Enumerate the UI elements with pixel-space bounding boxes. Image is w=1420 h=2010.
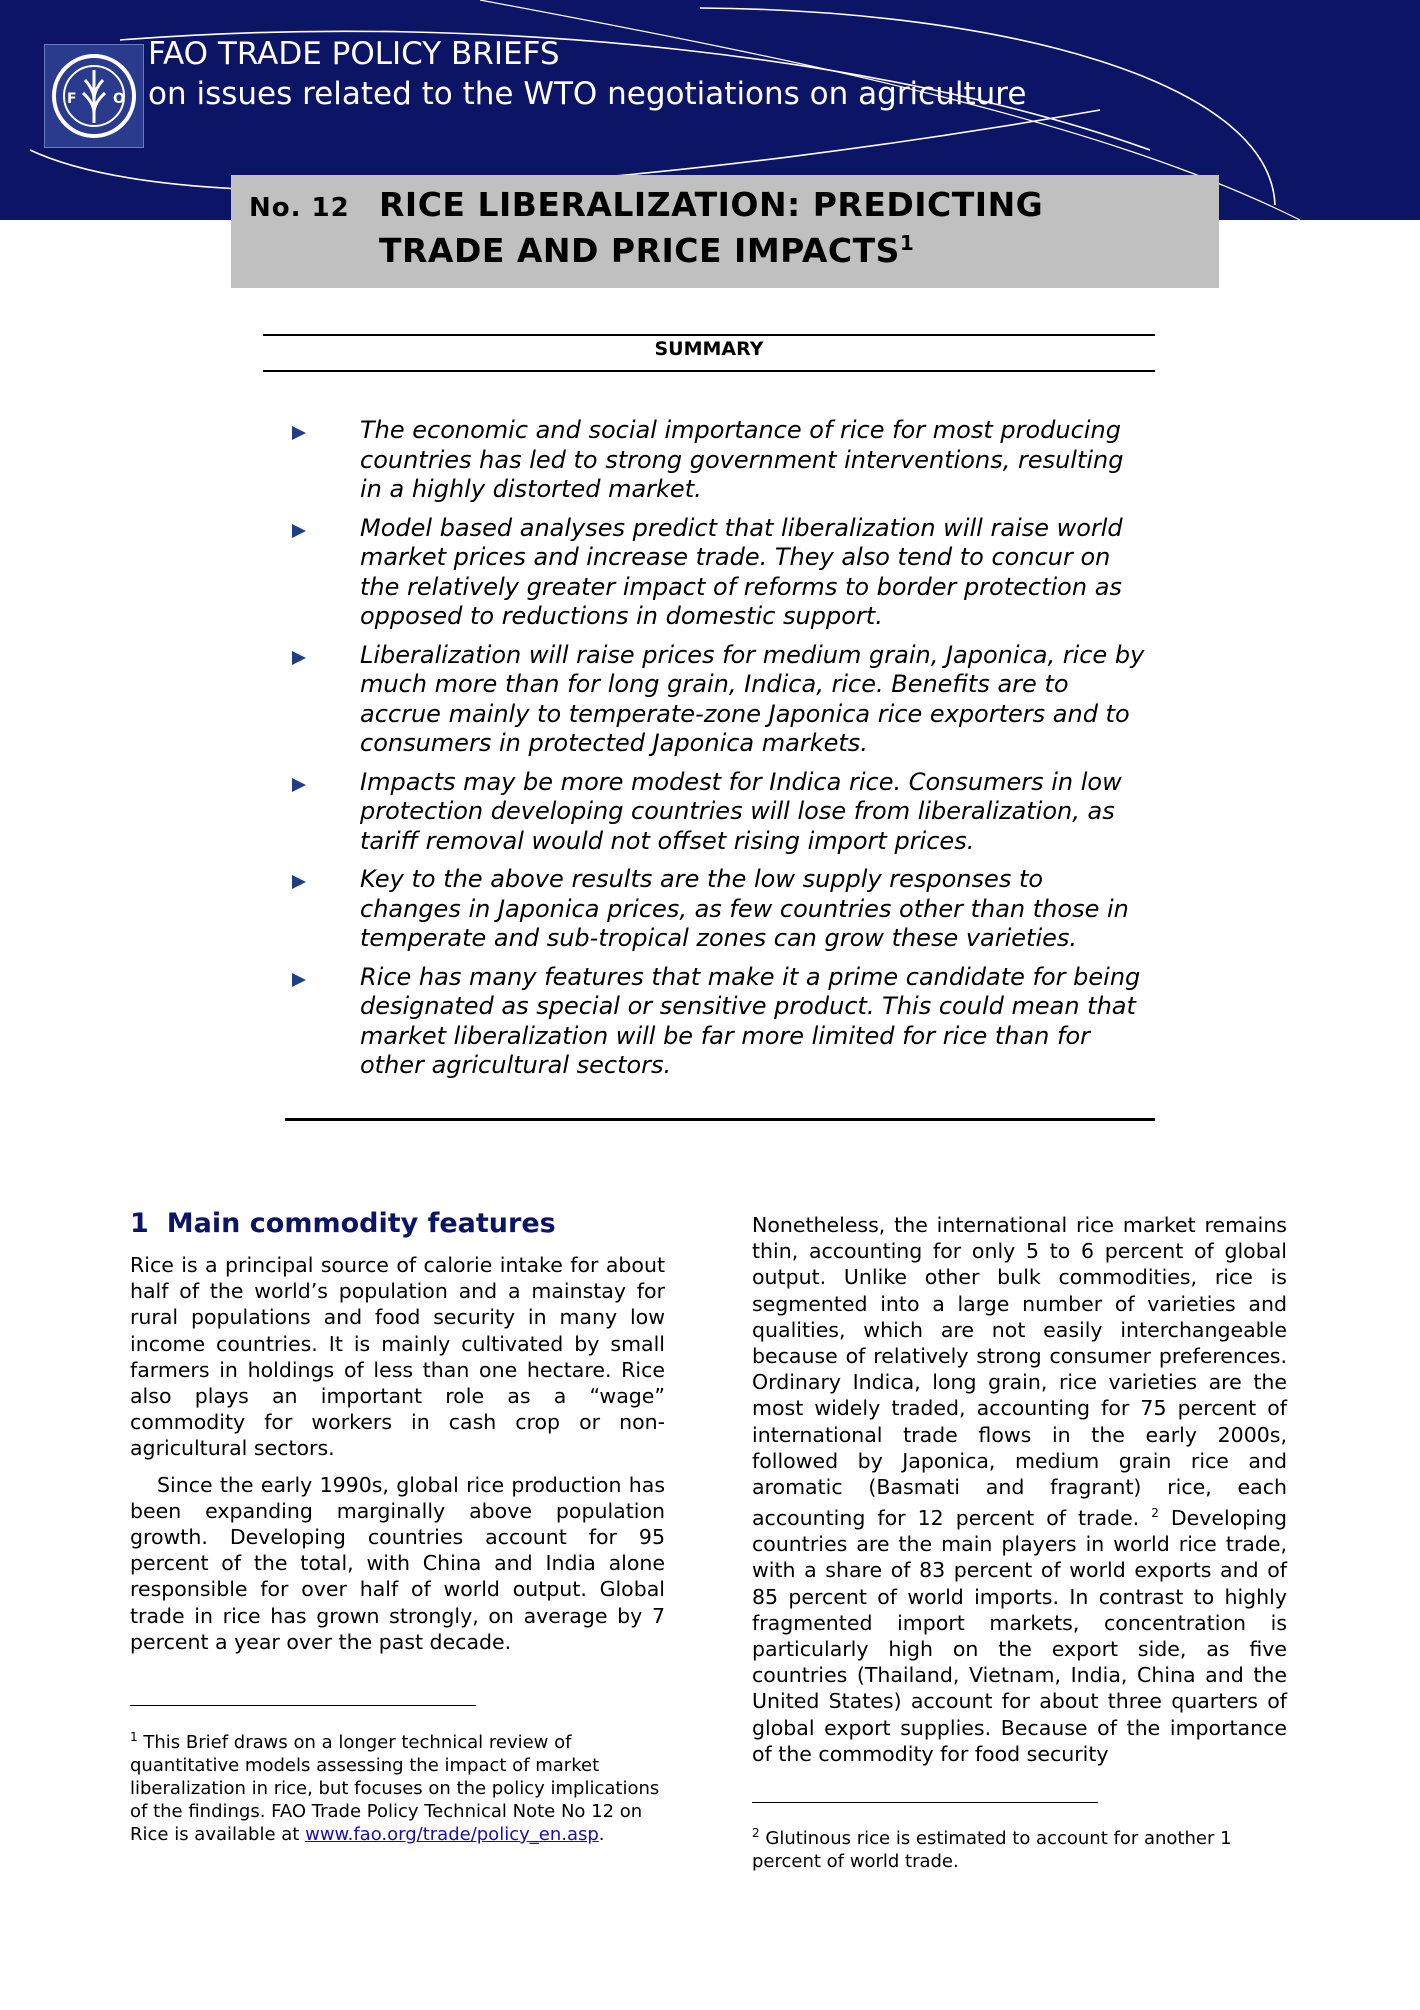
- title-box: [231, 175, 1219, 288]
- section-title: Main commodity features: [166, 1208, 556, 1239]
- summary-item-text: Impacts may be more modest for Indica rice. Consumers in low protection developing countries will lose from liberalization, as tariff removal would not offset rising import prices.: [360, 767, 1122, 855]
- fao-logo-icon: [45, 45, 143, 147]
- arrow-bullet-icon: [292, 426, 306, 440]
- title-line-1: RICE LIBERALIZATION: PREDICTING: [379, 185, 1044, 224]
- right-paragraph: [752, 1212, 1287, 1767]
- right-column: [752, 1212, 1287, 1777]
- summary-item-text: Liberalization will raise prices for medium grain, Japonica, rice by much more than for long grain, Indica, rice. Benefits are to accrue mainly to temperate-zone Japonica rice exporters and to consumers in protected Japonica markets.: [360, 640, 1145, 757]
- summary-item: [290, 865, 1150, 954]
- right-paragraph-part-1: Nonetheless, the international rice market remains thin, accounting for only 5 to 6 percent of global output. Unlike other bulk commodities, rice is segmented into a large number of varieties and qualities, which are not easily interchangeable because of relatively strong consumer preferences. Ordinary Indica, long grain, rice varieties are the most widely traded, accounting for 75 percent of international trade flows in the early 2000s, followed by Japonica, medium grain rice and aromatic (Basmati and fragrant) rice, each accounting for 12 percent of trade.: [752, 1213, 1287, 1531]
- title-footnote-ref[interactable]: 1: [899, 231, 915, 255]
- svg-text:F: F: [67, 91, 77, 107]
- summary-list: [290, 416, 1150, 1090]
- footnote-2-text: Glutinous rice is estimated to account for another 1 percent of world trade.: [752, 1828, 1232, 1872]
- summary-item-text: The economic and social importance of rice for most producing countries has led to strong government interventions, resulting in a highly distorted market.: [360, 416, 1124, 503]
- footnote-ref-2[interactable]: 2: [1151, 1506, 1159, 1521]
- footnote-1-text: This Brief draws on a longer technical review of quantitative models assessing the impact of market liberalization in rice, but focuses on the policy implications of the findings. FAO Trade Policy Technical Note No 12 on Rice is available at: [130, 1732, 660, 1845]
- footnote-2: [752, 1822, 1272, 1873]
- arrow-bullet-icon: [292, 875, 306, 889]
- summary-item: [290, 416, 1150, 505]
- summary-bottom-rule: [263, 370, 1155, 372]
- footnote-1: [130, 1726, 670, 1846]
- arrow-bullet-icon: [292, 651, 306, 665]
- summary-end-rule: [285, 1118, 1155, 1121]
- footnote-1-end: .: [598, 1824, 605, 1845]
- summary-item: [290, 641, 1150, 759]
- fao-logo: [44, 44, 144, 148]
- arrow-bullet-icon: [292, 973, 306, 987]
- title-line-2-text: TRADE AND PRICE IMPACTS: [379, 231, 900, 270]
- summary-item: [290, 768, 1150, 857]
- left-paragraph-2: Since the early 1990s, global rice production has been expanding marginally above population growth. Developing countries account for 95 percent of the total, with China and India alone responsible for over half of world output. Global trade in rice has grown strongly, on average by 7 percent a year over the past decade.: [130, 1472, 665, 1654]
- summary-heading: SUMMARY: [654, 338, 764, 360]
- arrow-bullet-icon: [292, 778, 306, 792]
- title-line-2: [379, 224, 1043, 270]
- page-title: [379, 185, 1043, 270]
- svg-text:O: O: [113, 91, 125, 107]
- left-column: [130, 1252, 665, 1665]
- footnote-rule-left: [130, 1705, 476, 1706]
- section-heading: [130, 1208, 556, 1239]
- footnote-1-ref: 1: [130, 1730, 138, 1744]
- brand-title: FAO TRADE POLICY BRIEFS: [148, 36, 560, 72]
- issue-number: No. 12: [249, 193, 350, 223]
- footnote-rule-right: [752, 1802, 1098, 1803]
- summary-item-text: Model based analyses predict that liberalization will raise world market prices and increase trade. They also tend to concur on the relatively greater impact of reforms to border protection as opposed to reductions in domestic support.: [360, 513, 1123, 630]
- section-number: 1: [130, 1208, 149, 1239]
- summary-item: [290, 514, 1150, 632]
- summary-item-text: Rice has many features that make it a prime candidate for being designated as special or sensitive product. This could mean that market liberalization will be far more limited for rice than for other agricultural sectors.: [360, 962, 1141, 1079]
- summary-top-rule: [263, 334, 1155, 336]
- footnote-1-link[interactable]: www.fao.org/trade/policy_en.asp: [305, 1824, 599, 1845]
- arrow-bullet-icon: [292, 524, 306, 538]
- right-paragraph-part-2: Developing countries are the main players in world rice trade, with a share of 83 percent of world exports and of 85 percent of world imports. In contrast to highly fragmented import markets, concentration is particularly high on the export side, as five countries (Thailand, Vietnam, India, China and the United States) account for about three quarters of global export supplies. Because of the importance of the commodity for food security: [752, 1506, 1287, 1766]
- brand-subtitle: on issues related to the WTO negotiations on agriculture: [148, 76, 1027, 112]
- footnote-2-ref: 2: [752, 1826, 760, 1840]
- summary-item-text: Key to the above results are the low supply responses to changes in Japonica prices, as few countries other than those in temperate and sub-tropical zones can grow these varieties.: [360, 865, 1129, 952]
- left-paragraph-1: Rice is a principal source of calorie intake for about half of the world’s population and a mainstay for rural populations and food security in many low income countries. It is mainly cultivated by small farmers in holdings of less than one hectare. Rice also plays an important role as a “wage” commodity for workers in cash crop or non-agricultural sectors.: [130, 1253, 665, 1461]
- summary-item: [290, 963, 1150, 1081]
